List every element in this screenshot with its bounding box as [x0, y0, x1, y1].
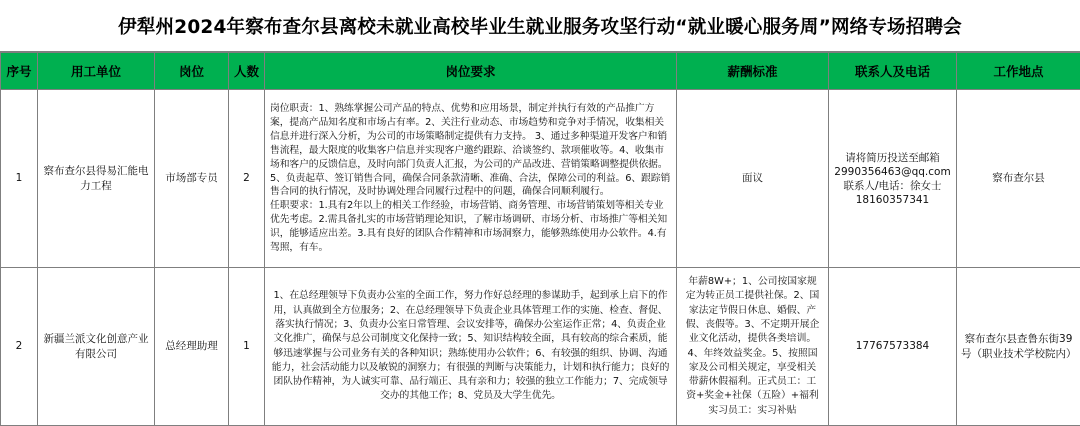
salary-cell: 年薪8W+；1、公司按国家规定为转正员工提供社保。2、国家法定节假日休息、婚假、产假、丧假等。3、不定期开展企业文化活动，提供各类培训。4、年终效益奖金。5、按照国家及公司相关规定，享受相关带薪休假福利。正式员工：工资+奖金+社保（五险）+福利实习员工：实习补贴 — [677, 268, 829, 426]
row-no: 2 — [1, 268, 38, 426]
contact-person: 联系人/电话：徐女士 — [829, 179, 956, 193]
location-cell: 察布查尔县查鲁东街39号（职业技术学校院内） — [957, 268, 1080, 426]
salary-cell: 面议 — [677, 90, 829, 268]
header-no: 序号 — [1, 53, 38, 90]
contact-cell — [829, 90, 957, 268]
table-row — [1, 90, 1080, 268]
location-cell: 察布查尔县 — [957, 90, 1080, 268]
recruitment-table — [0, 52, 1080, 426]
requirements-cell: 1、在总经理领导下负责办公室的全面工作，努力作好总经理的参谋助手，起到承上启下的作用，认真做到全方位服务；2、在总经理领导下负责企业具体管理工作的实施、检查、督促、落实执行情况；3、负责办公室日常管理、会议安排等，确保办公室运作正常；4、负责企业文化推广，确保与总公司制度文化保持一致；5、知识结构较全面，具有较高的综合素质，能够迅速掌握与公司业务有关的各种知识；熟练使用办公软件；6、有较强的组织、协调、沟通能力，社会活动能力以及敏锐的洞察力；有很强的判断与决策能力，计划和执行能力；良好的团队协作精神，为人诚实可靠、品行端正、具有亲和力；较强的独立工作能力；7、完成领导交办的其他工作；8、党员及大学生优先。 — [265, 268, 677, 426]
position-cell: 市场部专员 — [155, 90, 229, 268]
header-contact: 联系人及电话 — [829, 53, 957, 90]
row-no: 1 — [1, 90, 38, 268]
count-cell: 2 — [229, 90, 265, 268]
header-requirements: 岗位要求 — [265, 53, 677, 90]
header-count: 人数 — [229, 53, 265, 90]
company-cell: 察布查尔县得易汇能电力工程 — [38, 90, 155, 268]
requirements-cell: 岗位职责：1、熟练掌握公司产品的特点、优势和应用场景，制定并执行有效的产品推广方案，提高产品知名度和市场占有率。2、关注行业动态、市场趋势和竞争对手情况，收集相关信息并进行深入分析，为公司的市场策略制定提供有力支持。 3、通过多种渠道开发客户和销售流程，最大限度的收集客户信息并实现客户邀约跟踪、洽谈签约、款项催收等。4、收集市场和客户的反馈信息，及时向部门负责人汇报，为公司的产品改进、营销策略调整提供依据。 5、负责起草、签订销售合同，确保合同条款清晰、准确、合法，保障公司的利益。6、跟踪销售合同的执行情况，及时协调处理合同履行过程中的问题，确保合同顺利履行。 任职要求：1.具有2年以上的相关工作经验，市场营销、商务管理、市场营销策划等相关专业优先考虑。2.需具备扎实的市场营销理论知识，了解市场调研、市场分析、市场推广等相关知识，能够适应出差。3.具有良好的团队合作精神和市场洞察力，能够熟练使用办公软件。4.有驾照，有车。 — [265, 90, 677, 268]
count-cell: 1 — [229, 268, 265, 426]
header-row — [1, 53, 1080, 90]
position-cell: 总经理助理 — [155, 268, 229, 426]
table-row — [1, 268, 1080, 426]
contact-phone: 17767573384 — [829, 268, 957, 426]
header-location: 工作地点 — [957, 53, 1080, 90]
page-title: 伊犁州2024年察布查尔县离校未就业高校毕业生就业服务攻坚行动“就业暖心服务周”网络专场招聘会 — [0, 0, 1080, 52]
contact-instruction: 请将简历投送至邮箱 — [829, 151, 956, 165]
header-company: 用工单位 — [38, 53, 155, 90]
header-position: 岗位 — [155, 53, 229, 90]
contact-phone: 18160357341 — [829, 193, 956, 207]
header-salary: 薪酬标准 — [677, 53, 829, 90]
company-cell: 新疆兰派文化创意产业有限公司 — [38, 268, 155, 426]
contact-email: 2990356463@qq.com — [829, 165, 956, 179]
